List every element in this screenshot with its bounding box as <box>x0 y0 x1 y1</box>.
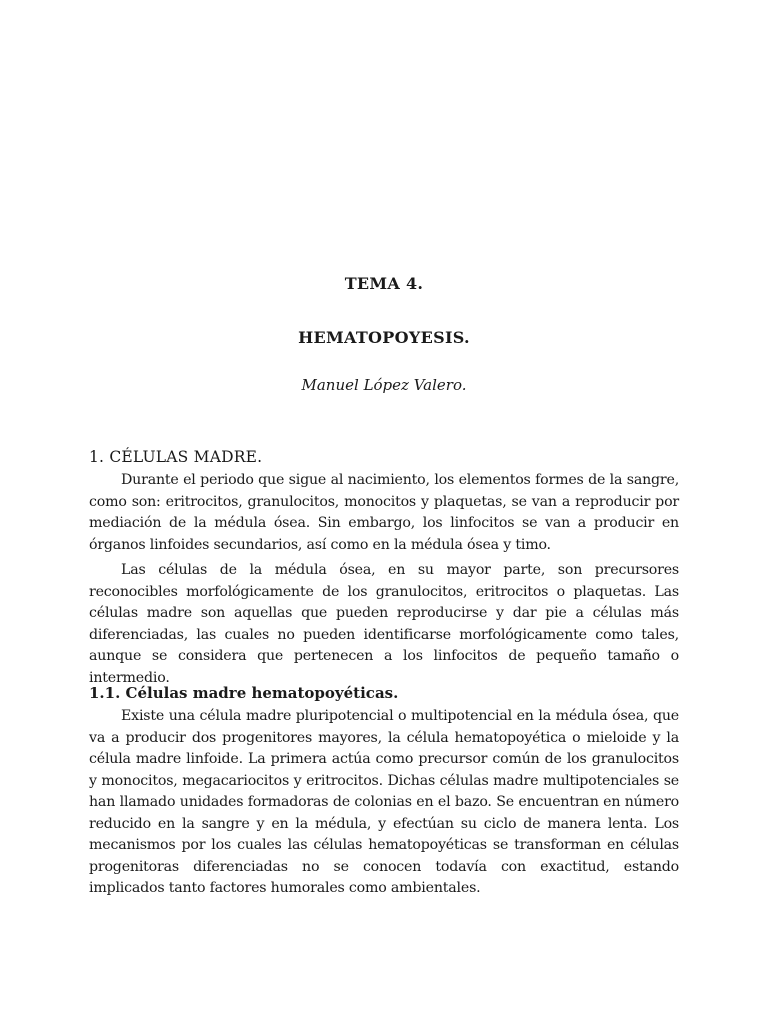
chapter-number: TEMA 4. <box>344 274 424 293</box>
subsection-heading: 1.1. Células madre hematopoyéticas. <box>89 684 399 702</box>
section-celulas-madre-hematopoyeticas <box>89 684 679 904</box>
paragraph: Las células de la médula ósea, en su mayor parte, son precursores reconocibles morfológicamente de los granulocitos, eritrocitos o plaquetas. Las células madre son aquellas que pueden reproducirse y dar pie a células más diferenciadas, las cuales no pueden identificarse morfológicamente como tales, aunque se considera que pertenecen a los linfocitos de pequeño tamaño o intermedio. <box>89 562 679 686</box>
section-heading: 1. CÉLULAS MADRE. <box>89 448 263 466</box>
chapter-title: HEMATOPOYESIS. <box>298 328 470 347</box>
paragraph: Durante el periodo que sigue al nacimiento, los elementos formes de la sangre, como son: eritrocitos, granulocitos, monocitos y plaquetas, se van a reproducir por mediación de la médula ósea. Sin embargo, los linfocitos se van a producir en órganos linfoides secundarios, así como en la médula ósea y timo. <box>89 472 679 553</box>
author-name: Manuel López Valero. <box>301 376 467 394</box>
section-celulas-madre <box>89 448 679 693</box>
paragraph: Existe una célula madre pluripotencial o multipotencial en la médula ósea, que va a producir dos progenitores mayores, la célula hematopoyética o mieloide y la célula madre linfoide. La primera actúa como precursor común de los granulocitos y monocitos, megacariocitos y eritrocitos. Dichas células madre multipotenciales se han llamado unidades formadoras de colonias en el bazo. Se encuentran en número reducido en la sangre y en la médula, y efectúan su ciclo de manera lenta. Los mecanismos por los cuales las células hematopoyéticas se transforman en células progenitoras diferenciadas no se conocen todavía con exactitud, estando implicados tanto factores humorales como ambientales. <box>89 708 679 896</box>
